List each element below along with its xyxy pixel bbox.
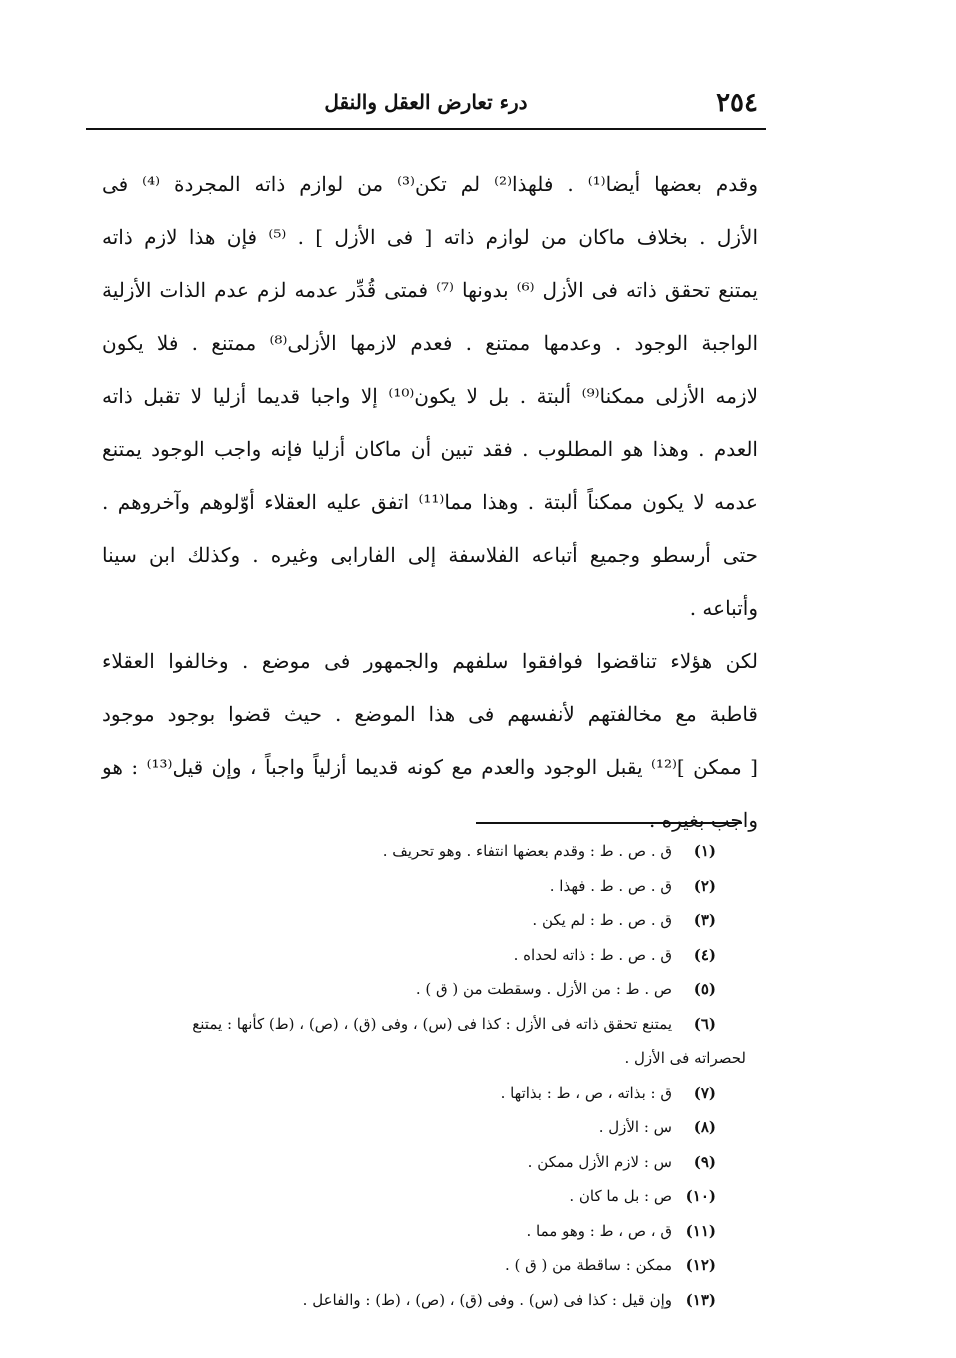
footnote-number: (٨) <box>693 1118 716 1136</box>
footnote-text: ق ، ص ، ط : وهو مما . <box>526 1221 672 1240</box>
footnote-number: (٩) <box>693 1152 716 1171</box>
text-line: [ ممكن ]⁽¹²⁾ يقبل الوجود والعدم مع كونه قديما أزلياً واجباً ، وإن قيل⁽¹³⁾ : هو <box>102 755 758 779</box>
footnote-text: ق : بذاته ، ص ، ط : بذاتها . <box>500 1083 672 1102</box>
footnote-number: (١) <box>693 842 716 860</box>
page-number: ٢٥٤ <box>716 88 758 118</box>
footnotes <box>86 834 746 1317</box>
footnote <box>86 1248 716 1283</box>
footnote <box>86 869 716 904</box>
footnote-number: (١١) <box>685 1221 716 1240</box>
text-line: لازمه الأزلى ممكنا⁽⁹⁾ ألبتة . بل لا يكون⁽¹⁰⁾ إلا واجبا قديما أزليا لا تقبل ذاته <box>102 384 758 408</box>
text-line: العدم . وهذا هو المطلوب . فقد تبين أن ماكان أزليا فإنه واجب الوجود يمتنع <box>102 437 758 461</box>
footnote-text: ص . ط : من الأزل . وسقطت من ( ق ) . <box>415 980 672 998</box>
footnote-number: (١٢) <box>685 1256 716 1274</box>
text-line: وأتباعه . <box>689 596 758 620</box>
footnote <box>86 1179 716 1214</box>
text-line: وقدم بعضها أيضا⁽¹⁾ . فلهذا⁽²⁾ لم تكن⁽³⁾ من لوازم ذاته المجردة ⁽⁴⁾ فى <box>102 172 759 196</box>
footnote-number: (٥) <box>693 980 716 998</box>
footnote-text: ممكن : ساقطة من ( ق ) . <box>504 1256 672 1274</box>
footnote <box>86 1214 716 1249</box>
footnote <box>86 903 716 938</box>
footnote-text: وإن قيل : كذا فى (س) . وفى (ق) ، (ص) ، (ط) : والفاعل . <box>302 1290 672 1309</box>
header-divider <box>86 128 766 130</box>
text-line: لكن هؤلاء تناقضوا فوافقوا سلفهم والجمهور فى موضع . وخالفوا العقلاء <box>102 649 758 673</box>
footnote <box>86 1283 716 1318</box>
footnote <box>86 1076 716 1111</box>
page-header <box>88 88 764 124</box>
footnote-text: ق . ص . ط . فهذا . <box>549 876 672 895</box>
footnote-divider <box>476 822 742 824</box>
footnote-continuation <box>86 1041 746 1076</box>
footnote-text: س : لازم الأزل ممكن . <box>527 1152 672 1171</box>
text-line: قاطبة مع مخالفتهم لأنفسهم فى هذا الموضع . حيث قضوا بوجود موجود <box>102 702 758 726</box>
footnote <box>86 1110 716 1145</box>
text-line: يمتنع تحقق ذاته فى الأزل ⁽⁶⁾ بدونها ⁽⁷⁾ فمتى قُدِّر عدمه لزم عدم الذات الأزلية <box>102 278 758 302</box>
footnote <box>86 1145 716 1180</box>
footnote-text: لحصراته فى الأزل . <box>624 1049 746 1067</box>
text-line: الواجبة الوجود . وعدمها ممتنع . فعدم لازمها الأزلى⁽⁸⁾ ممتنع . فلا يكون <box>102 331 758 355</box>
text-line: عدمه لا يكون ممكناً ألبتة . وهذا مما⁽¹¹⁾ اتفق عليه العقلاء أوّلوهم وآخروهم . <box>102 490 758 514</box>
footnote-number: (٣) <box>693 911 716 929</box>
main-text <box>102 158 758 847</box>
running-title: درء تعارض العقل والنقل <box>324 90 528 114</box>
footnote-text: يمتنع تحقق ذاته فى الأزل : كذا فى (س) ، وفى (ق) ، (ص) ، (ط) كأنها : يمتنع <box>192 1014 672 1033</box>
footnote-text: ق . ص . ط : وقدم بعضها انتفاء . وهو تحريف . <box>382 842 672 860</box>
footnote <box>86 938 716 973</box>
text-line: واجب بغيره . <box>648 808 758 832</box>
footnote-text: س : الأزل . <box>598 1118 672 1136</box>
footnote-text: ق . ص . ط : ذاته لحداه . <box>513 945 672 964</box>
footnote-text: ص : بل ما كان . <box>569 1187 672 1205</box>
text-line: الأزل . بخلاف ماكان من لوازم ذاته [ فى الأزل ] . ⁽⁵⁾ فإن هذا لازم ذاته <box>102 225 759 249</box>
footnote-number: (٦) <box>693 1014 716 1033</box>
footnote-number: (١٠) <box>685 1187 716 1205</box>
footnote-number: (٢) <box>693 876 716 895</box>
footnote-number: (٧) <box>693 1083 716 1102</box>
footnote-text: ق . ص . ط : لم يكن . <box>532 911 672 929</box>
footnote <box>86 834 716 869</box>
footnote <box>86 1007 716 1042</box>
footnote <box>86 972 716 1007</box>
footnote-number: (٤) <box>693 945 716 964</box>
text-line: حتى أرسطو وجميع أتباعه الفلاسفة إلى الفارابى وغيره . وكذلك ابن سينا <box>102 543 758 567</box>
footnote-number: (١٣) <box>685 1290 716 1309</box>
